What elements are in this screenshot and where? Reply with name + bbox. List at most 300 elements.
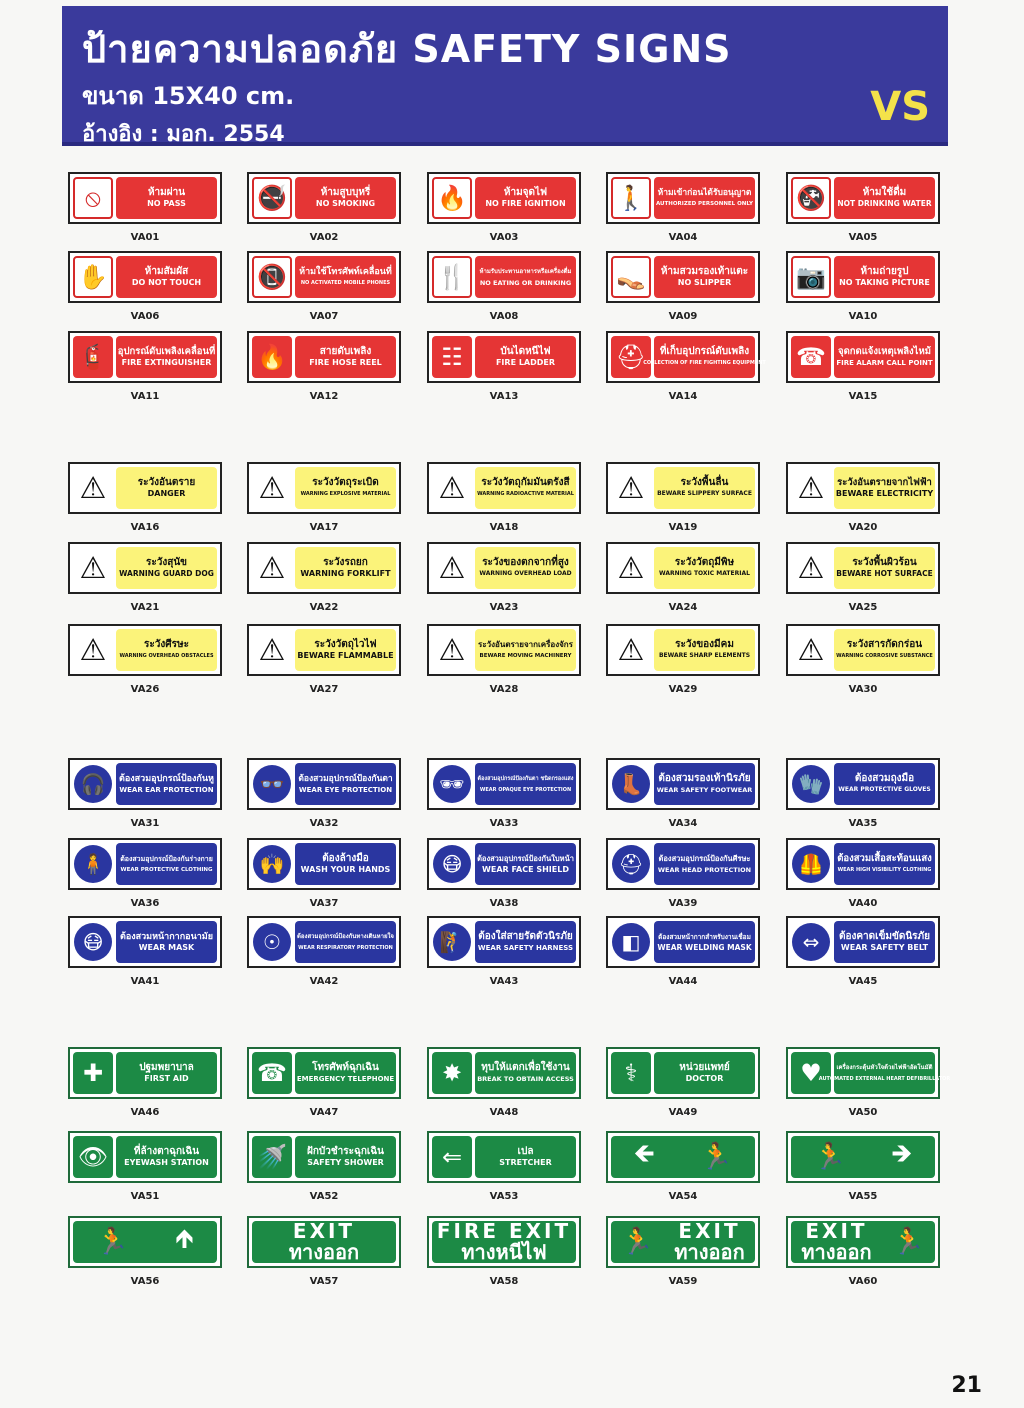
- exit-label-th: ทางออก: [801, 1240, 872, 1264]
- exit-panel: [791, 1136, 935, 1178]
- sign-code: VA03: [489, 232, 519, 243]
- sign-label-en: NOT DRINKING WATER: [837, 199, 932, 208]
- sign-va22: [247, 542, 401, 594]
- sign-code: VA19: [668, 522, 698, 533]
- sign-label-en: BREAK TO OBTAIN ACCESS: [477, 1075, 574, 1083]
- sign-label-th: ต้องสวมเสื้อสะท้อนแสง: [837, 853, 932, 864]
- sign-label-en: FIRST AID: [144, 1074, 189, 1083]
- sign-label-en: WEAR HIGH VISIBILITY CLOTHING: [837, 867, 932, 873]
- sign-label-th: ต้องคาดเข็มขัดนิรภัย: [838, 931, 930, 942]
- sign-code: VA42: [309, 976, 339, 987]
- sign-va42: [247, 916, 401, 968]
- sign-va31: [68, 758, 222, 810]
- no-phone-icon: 📵: [252, 256, 292, 298]
- sign-code: VA12: [309, 391, 339, 402]
- exit-label-th: ทางออก: [674, 1240, 745, 1264]
- sign-label-th: ห้ามใช้โทรศัพท์เคลื่อนที่: [299, 267, 392, 277]
- shower-icon: 🚿: [252, 1136, 292, 1178]
- sign-text-panel: [116, 1052, 217, 1094]
- sign-code: VA41: [130, 976, 160, 987]
- sign-label-th: ต้องสวมรองเท้านิรภัย: [658, 773, 751, 784]
- sign-label-en: EMERGENCY TELEPHONE: [296, 1075, 395, 1083]
- sign-text-panel: [475, 177, 576, 219]
- sign-text-panel: [116, 467, 217, 509]
- no-smoking-icon: 🚭: [252, 177, 292, 219]
- sign-label-th: ระวังอันตราย: [137, 477, 196, 488]
- sign-va23: [427, 542, 581, 594]
- sign-label-th: ระวังวัตถุมีพิษ: [674, 557, 735, 568]
- opaque-eye-icon: 🕶: [432, 763, 472, 805]
- sign-label-th: ระวังอันตรายจากเครื่องจักร: [478, 640, 573, 649]
- sign-text-panel: [116, 256, 217, 298]
- sign-label-en: WEAR RESPIRATORY PROTECTION: [298, 945, 393, 951]
- sign-va24: [606, 542, 760, 594]
- sign-text-panel: [295, 336, 396, 378]
- sign-va37: [247, 838, 401, 890]
- sign-va32: [247, 758, 401, 810]
- sign-va14: [606, 331, 766, 383]
- sign-code: VA46: [130, 1107, 160, 1118]
- sign-label-th: ห้ามเข้าก่อนได้รับอนุญาต: [657, 188, 752, 198]
- sign-code: VA53: [489, 1191, 519, 1202]
- sign-va52: [247, 1131, 401, 1183]
- sign-va36: [68, 838, 222, 890]
- sign-code: VA18: [489, 522, 519, 533]
- sign-va09: [606, 251, 760, 303]
- sign-label-th: เครื่องกระตุ้นหัวใจด้วยไฟฟ้าอัตโนมัติ: [836, 1064, 933, 1071]
- sign-va05: [786, 172, 940, 224]
- exit-panel: [432, 1221, 576, 1263]
- sign-label-en: NO TAKING PICTURE: [839, 278, 930, 287]
- sign-label-en: WARNING RADIOACTIVE MATERIAL: [477, 491, 574, 497]
- sign-code: VA38: [489, 898, 519, 909]
- corrosive-icon: ⚠: [791, 629, 831, 671]
- sign-text-panel: [834, 629, 935, 671]
- sign-label-th: ต้องสวมอุปกรณ์ป้องกันหู: [119, 774, 214, 784]
- sign-label-th: ระวังวัตถุระเบิด: [312, 477, 379, 488]
- running-man-icon: 🏃: [96, 1227, 129, 1257]
- sign-text-panel: [475, 547, 576, 589]
- sign-label-th: ห้ามสัมผัส: [144, 266, 189, 277]
- sign-va10: [786, 251, 940, 303]
- sign-text-panel: [116, 763, 217, 805]
- sign-label-en: AUTOMATED EXTERNAL HEART DEFIBRILLATOR: [818, 1076, 951, 1082]
- sign-va11: [68, 331, 222, 383]
- sign-code: VA54: [668, 1191, 698, 1202]
- sign-label-en: FIRE LADDER: [495, 358, 556, 367]
- sign-code: VA33: [489, 818, 519, 829]
- sign-label-th: ต้องล้างมือ: [322, 853, 369, 864]
- sign-label-th: ระวังสารกัดกร่อน: [846, 639, 923, 650]
- sign-va06: [68, 251, 222, 303]
- sign-code: VA06: [130, 311, 160, 322]
- sign-va04: [606, 172, 760, 224]
- sign-code: VA20: [848, 522, 878, 533]
- sign-text-panel: [475, 1136, 576, 1178]
- running-man-icon: 🏃: [892, 1227, 925, 1257]
- eyewash-icon: 👁: [73, 1136, 113, 1178]
- exit-label-en: EXIT: [678, 1219, 741, 1243]
- no-entry-icon: ⦸: [73, 177, 113, 219]
- danger-icon: ⚠: [73, 467, 113, 509]
- sign-code: VA59: [668, 1276, 698, 1287]
- fire-extinguisher-icon: 🧯: [73, 336, 113, 378]
- seat-belt-icon: ⇔: [791, 921, 831, 963]
- sign-code: VA39: [668, 898, 698, 909]
- sign-code: VA60: [848, 1276, 878, 1287]
- header-banner: [62, 6, 948, 146]
- sign-code: VA58: [489, 1276, 519, 1287]
- sign-va17: [247, 462, 401, 514]
- sign-code: VA37: [309, 898, 339, 909]
- defibrillator-icon: ♥: [791, 1052, 831, 1094]
- sign-text-panel: [295, 921, 396, 963]
- sign-label-th: ต้องสวมถุงมือ: [854, 773, 915, 784]
- sign-va15: [786, 331, 940, 383]
- sign-code: VA23: [489, 602, 519, 613]
- sign-code: VA08: [489, 311, 519, 322]
- sign-code: VA16: [130, 522, 160, 533]
- sign-label-en: STRETCHER: [499, 1158, 552, 1167]
- machinery-icon: ⚠: [432, 629, 472, 671]
- sign-text-panel: [475, 336, 576, 378]
- sign-text-panel: [116, 1136, 217, 1178]
- sign-label-en: COLLECTION OF FIRE FIGHTING EQUIPMENT: [643, 360, 766, 366]
- sign-label-th: ระวังพื้นลื่น: [680, 477, 729, 488]
- sign-text-panel: [295, 467, 396, 509]
- sign-label-en: DOCTOR: [685, 1074, 724, 1083]
- sign-label-th: ระวังพื้นผิวร้อน: [852, 557, 917, 568]
- sign-va28: [427, 624, 581, 676]
- arrow-right-icon: 🡺: [891, 1139, 913, 1169]
- sign-code: VA50: [848, 1107, 878, 1118]
- sign-label-th: ระวังศีรษะ: [144, 639, 189, 650]
- slippery-icon: ⚠: [611, 467, 651, 509]
- wash-hands-icon: 🙌: [252, 843, 292, 885]
- sign-code: VA27: [309, 684, 339, 695]
- sharp-icon: ⚠: [611, 629, 651, 671]
- guard-dog-icon: ⚠: [73, 547, 113, 589]
- telephone-icon: ☎: [252, 1052, 292, 1094]
- sign-label-en: WARNING OVERHEAD OBSTACLES: [119, 653, 214, 659]
- sign-va53: [427, 1131, 581, 1183]
- sign-va26: [68, 624, 222, 676]
- exit-panel: [73, 1221, 217, 1263]
- reference-line: อ้างอิง : มอก. 2554: [82, 122, 285, 147]
- sign-label-th: ระวังวัตถุกัมมันตรังสี: [481, 477, 570, 488]
- sign-va33: [427, 758, 581, 810]
- sign-label-th: ปฐมพยาบาล: [139, 1062, 194, 1073]
- page-number: 21: [951, 1373, 982, 1398]
- sign-text-panel: [834, 177, 935, 219]
- sign-va25: [786, 542, 940, 594]
- sign-label-th: หน่วยแพทย์: [679, 1062, 730, 1073]
- sign-text-panel: [834, 843, 935, 885]
- sign-label-en: DANGER: [147, 489, 186, 498]
- sign-label-th: ต้องสวมอุปกรณ์ป้องกันศีรษะ: [658, 854, 751, 863]
- sign-code: VA40: [848, 898, 878, 909]
- sign-text-panel: [116, 921, 217, 963]
- sign-code: VA24: [668, 602, 698, 613]
- sign-label-en: FIRE EXTINGUISHER: [121, 358, 212, 367]
- sign-label-th: ห้ามใช้ดื่ม: [862, 187, 907, 198]
- sign-label-en: WEAR OPAQUE EYE PROTECTION: [479, 787, 572, 793]
- sign-text-panel: [116, 336, 217, 378]
- explosive-icon: ⚠: [252, 467, 292, 509]
- sign-text-panel: [654, 921, 755, 963]
- exit-panel: [791, 1221, 935, 1263]
- safety-boot-icon: 👢: [611, 763, 651, 805]
- sign-text-panel: [654, 629, 755, 671]
- sign-label-th: บันไดหนีไฟ: [500, 346, 551, 357]
- stretcher-icon: ⇐: [432, 1136, 472, 1178]
- sign-text-panel: [834, 547, 935, 589]
- exit-panel: [611, 1221, 755, 1263]
- arrow-up-icon: 🡹: [175, 1224, 194, 1254]
- sign-va60: [786, 1216, 940, 1268]
- overhead-load-icon: ⚠: [432, 547, 472, 589]
- sign-va44: [606, 916, 760, 968]
- sign-text-panel: [295, 763, 396, 805]
- sign-label-en: WEAR EYE PROTECTION: [298, 786, 393, 794]
- fire-equipment-icon: ⛑: [611, 336, 651, 378]
- sign-text-panel: [116, 177, 217, 219]
- mask-icon: 😷: [73, 921, 113, 963]
- sign-text-panel: [654, 547, 755, 589]
- sign-label-en: WEAR MASK: [138, 943, 195, 952]
- sign-label-th: ต้องใส่สายรัดตัวนิรภัย: [478, 931, 573, 942]
- head-obstacle-icon: ⚠: [73, 629, 113, 671]
- sign-text-panel: [654, 256, 755, 298]
- ear-protection-icon: 🎧: [73, 763, 113, 805]
- sign-code: VA13: [489, 391, 519, 402]
- exit-label-en: EXIT: [805, 1219, 868, 1243]
- sign-va55: [786, 1131, 940, 1183]
- sign-code: VA52: [309, 1191, 339, 1202]
- sign-label-en: NO FIRE IGNITION: [485, 199, 566, 208]
- sign-code: VA44: [668, 976, 698, 987]
- sign-va34: [606, 758, 760, 810]
- fire-hose-icon: 🔥: [252, 336, 292, 378]
- sign-label-th: จุดกดแจ้งเหตุเพลิงไหม้: [838, 346, 931, 357]
- no-person-icon: 🚶: [611, 177, 651, 219]
- sign-label-en: FIRE HOSE REEL: [309, 358, 382, 367]
- break-glass-icon: ✸: [432, 1052, 472, 1094]
- exit-panel: [252, 1221, 396, 1263]
- sign-va01: [68, 172, 222, 224]
- sign-va12: [247, 331, 401, 383]
- sign-code: VA45: [848, 976, 878, 987]
- sign-text-panel: [295, 256, 396, 298]
- sign-code: VA14: [668, 391, 698, 402]
- sign-label-th: ต้องสวมอุปกรณ์ป้องกันใบหน้า: [477, 854, 574, 863]
- sign-label-en: EYEWASH STATION: [124, 1158, 209, 1167]
- sign-label-en: BEWARE SLIPPERY SURFACE: [657, 490, 752, 497]
- sign-text-panel: [475, 467, 576, 509]
- sign-label-th: ระวังสุนัข: [145, 557, 187, 568]
- sign-label-th: ต้องสวมอุปกรณ์ป้องกันทางเดินหายใจ: [297, 933, 394, 940]
- no-touch-icon: ✋: [73, 256, 113, 298]
- sign-label-en: WARNING OVERHEAD LOAD: [479, 570, 572, 577]
- welding-mask-icon: ◧: [611, 921, 651, 963]
- sign-label-th: ระวังของมีคม: [675, 639, 734, 650]
- sign-va59: [606, 1216, 760, 1268]
- forklift-icon: ⚠: [252, 547, 292, 589]
- sign-label-th: ห้ามผ่าน: [147, 187, 186, 198]
- sign-label-en: SAFETY SHOWER: [307, 1158, 384, 1167]
- sign-text-panel: [475, 629, 576, 671]
- sign-code: VA10: [848, 311, 878, 322]
- sign-text-panel: [834, 763, 935, 805]
- sign-text-panel: [834, 256, 935, 298]
- sign-va21: [68, 542, 222, 594]
- sign-text-panel: [834, 921, 935, 963]
- toxic-icon: ⚠: [611, 547, 651, 589]
- sign-code: VA32: [309, 818, 339, 829]
- sign-label-en: WEAR SAFETY FOOTWEAR: [656, 786, 753, 794]
- exit-label-th: ทางหนีไฟ: [461, 1240, 547, 1264]
- sign-va41: [68, 916, 222, 968]
- sign-code: VA11: [130, 391, 160, 402]
- sign-text-panel: [116, 629, 217, 671]
- sign-text-panel: [116, 547, 217, 589]
- exit-label-en: FIRE EXIT: [436, 1219, 572, 1243]
- sign-label-th: ระวังอันตรายจากไฟฟ้า: [837, 477, 932, 488]
- sign-text-panel: [654, 467, 755, 509]
- sign-label-th: สายดับเพลิง: [319, 346, 372, 357]
- no-fire-icon: 🔥: [432, 177, 472, 219]
- sign-va08: [427, 251, 581, 303]
- sign-label-en: AUTHORIZED PERSONNEL ONLY: [655, 201, 754, 207]
- sign-label-en: WEAR PROTECTIVE GLOVES: [838, 786, 931, 793]
- sign-label-th: ระวังวัตถุไวไฟ: [314, 639, 377, 650]
- sign-code: VA47: [309, 1107, 339, 1118]
- page-title: ป้ายความปลอดภัย SAFETY SIGNS: [82, 27, 732, 71]
- sign-code: VA56: [130, 1276, 160, 1287]
- hot-surface-icon: ⚠: [791, 547, 831, 589]
- sign-label-en: BEWARE SHARP ELEMENTS: [658, 652, 751, 659]
- sign-label-th: ระวังรถยก: [323, 557, 368, 568]
- sign-code: VA25: [848, 602, 878, 613]
- sign-va13: [427, 331, 581, 383]
- sign-text-panel: [475, 921, 576, 963]
- sign-label-th: ที่ล้างตาฉุกเฉิน: [133, 1146, 200, 1157]
- sign-va57: [247, 1216, 401, 1268]
- sign-va29: [606, 624, 760, 676]
- sign-text-panel: [475, 1052, 576, 1094]
- sign-label-th: ระวังของตกจากที่สูง: [482, 557, 569, 568]
- sign-text-panel: [475, 256, 576, 298]
- sign-va56: [68, 1216, 222, 1268]
- sign-text-panel: [834, 467, 935, 509]
- brand-logo: VS: [870, 84, 930, 130]
- sign-label-en: BEWARE HOT SURFACE: [836, 569, 933, 578]
- sign-code: VA28: [489, 684, 519, 695]
- sign-text-panel: [116, 843, 217, 885]
- sign-label-th: อุปกรณ์ดับเพลิงเคลื่อนที่: [117, 346, 216, 357]
- sign-va47: [247, 1047, 401, 1099]
- sign-label-th: ที่เก็บอุปกรณ์ดับเพลิง: [659, 346, 750, 357]
- fire-alarm-icon: ☎: [791, 336, 831, 378]
- protective-clothing-icon: 🧍: [73, 843, 113, 885]
- sign-va48: [427, 1047, 581, 1099]
- radioactive-icon: ⚠: [432, 467, 472, 509]
- sign-text-panel: [834, 336, 935, 378]
- sign-label-th: เปล: [517, 1146, 534, 1157]
- sign-code: VA51: [130, 1191, 160, 1202]
- sign-va40: [786, 838, 940, 890]
- sign-text-panel: [654, 1052, 755, 1094]
- sign-label-en: WASH YOUR HANDS: [300, 865, 391, 874]
- sign-va27: [247, 624, 401, 676]
- sign-label-th: ต้องสวมอุปกรณ์ป้องกันร่างกาย: [120, 855, 213, 863]
- sign-code: VA21: [130, 602, 160, 613]
- exit-panel: [611, 1136, 755, 1178]
- sign-va38: [427, 838, 581, 890]
- running-man-icon: 🏃: [700, 1142, 733, 1172]
- flammable-icon: ⚠: [252, 629, 292, 671]
- sign-text-panel: [295, 547, 396, 589]
- sign-code: VA09: [668, 311, 698, 322]
- arrow-left-icon: 🡸: [633, 1139, 655, 1169]
- sign-code: VA04: [668, 232, 698, 243]
- sign-label-en: WARNING EXPLOSIVE MATERIAL: [300, 491, 391, 497]
- sign-label-en: FIRE ALARM CALL POINT: [836, 359, 933, 367]
- sign-va35: [786, 758, 940, 810]
- sign-code: VA55: [848, 1191, 878, 1202]
- running-man-icon: 🏃: [813, 1142, 846, 1172]
- sign-code: VA34: [668, 818, 698, 829]
- sign-va30: [786, 624, 940, 676]
- sign-code: VA48: [489, 1107, 519, 1118]
- sign-text-panel: [295, 1052, 396, 1094]
- sign-label-th: ต้องสวมอุปกรณ์ป้องกันตา: [298, 774, 393, 784]
- sign-text-panel: [295, 177, 396, 219]
- sign-code: VA17: [309, 522, 339, 533]
- sign-label-th: ฝักบัวชำระฉุกเฉิน: [307, 1146, 384, 1157]
- sign-code: VA15: [848, 391, 878, 402]
- exit-label-th: ทางออก: [288, 1240, 360, 1264]
- sign-va46: [68, 1047, 222, 1099]
- sign-code: VA31: [130, 818, 160, 829]
- face-shield-icon: 😷: [432, 843, 472, 885]
- vest-icon: 🦺: [791, 843, 831, 885]
- sign-text-panel: [295, 843, 396, 885]
- sign-label-th: ต้องสวมหน้ากากสำหรับงานเชื่อม: [658, 933, 751, 941]
- sign-label-en: WEAR FACE SHIELD: [482, 865, 569, 874]
- sign-code: VA02: [309, 232, 339, 243]
- sign-text-panel: [295, 629, 396, 671]
- sign-text-panel: [654, 763, 755, 805]
- sign-va19: [606, 462, 760, 514]
- sign-va39: [606, 838, 760, 890]
- eye-protection-icon: 👓: [252, 763, 292, 805]
- sign-text-panel: [475, 763, 576, 805]
- sign-label-en: NO EATING OR DRINKING: [479, 279, 572, 287]
- sign-code: VA26: [130, 684, 160, 695]
- sign-label-en: WEAR HEAD PROTECTION: [657, 866, 752, 874]
- sign-label-en: BEWARE FLAMMABLE: [297, 651, 394, 660]
- sign-label-en: BEWARE ELECTRICITY: [835, 489, 934, 498]
- sign-va02: [247, 172, 401, 224]
- exit-label-en: EXIT: [292, 1219, 356, 1243]
- sign-text-panel: [818, 1052, 951, 1094]
- sign-label-th: ห้ามสวมรองเท้าแตะ: [660, 266, 749, 277]
- sign-code: VA22: [309, 602, 339, 613]
- size-line: ขนาด 15X40 cm.: [82, 82, 295, 110]
- sign-va07: [247, 251, 401, 303]
- running-man-icon: 🏃: [621, 1227, 654, 1257]
